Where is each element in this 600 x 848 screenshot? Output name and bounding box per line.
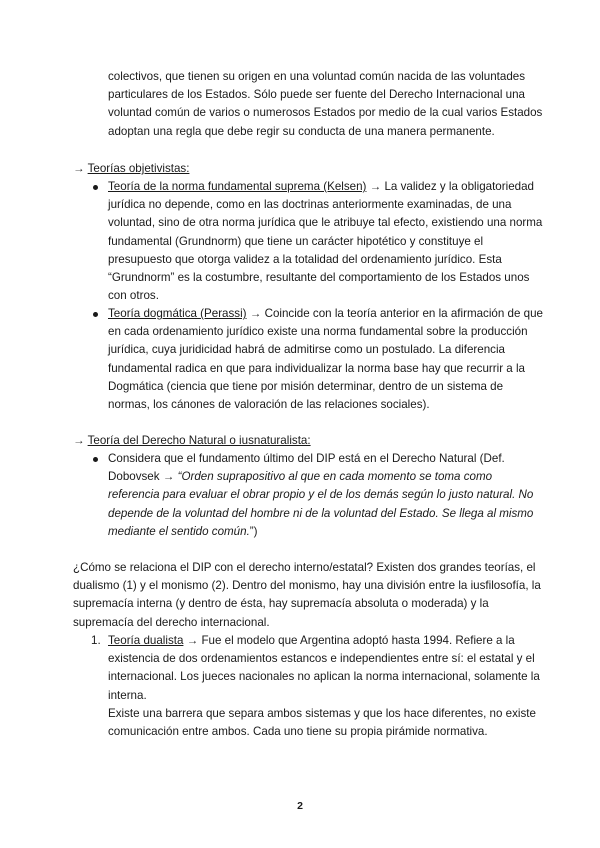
page-number: 2 — [297, 800, 303, 812]
quote-closing: ”) — [249, 524, 258, 538]
question-text: ¿Cómo se relaciona el DIP con el derecho interno/estatal? Existen dos grandes teorías, el dualismo (1) y el monismo (2). Dentro del monismo, hay una división entre la iusfilosofía, la supremacía interna (y dentro de ésta, hay supremacía absoluta o moderada) y la supremacía del derecho internacional. — [73, 561, 541, 629]
dualista-item — [108, 632, 545, 741]
list-number: 1. — [91, 634, 101, 647]
dualista-title: Teoría dualista — [108, 634, 184, 647]
arrow-icon: → — [73, 162, 85, 175]
question-paragraph — [73, 559, 543, 632]
perassi-item — [108, 305, 545, 414]
iusnaturalista-heading: Teoría del Derecho Natural o iusnaturalista: — [87, 434, 311, 447]
dobovsek-quote: “Orden suprapositivo al que en cada momento se toma como referencia para evaluar el obrar propio y el de los demás según lo justo natural. No depende de la voluntad del hombre ni de la voluntad del Estado. Se llega al mismo mediante el sentido común. — [108, 470, 534, 538]
iusnaturalista-heading-line — [73, 432, 543, 450]
perassi-title: Teoría dogmática (Perassi) — [108, 307, 247, 320]
perassi-text: → Coincide con la teoría anterior en la afirmación de que en cada ordenamiento jurídico existe una norma fundamental sobre la producción jurídica, cuya juridicidad habrá de admitirse como un postulado. La diferencia fundamental radica en que para individualizar la norma base hay que recurrir a la Dogmática (ciencia que tiene por misión determinar, dentro de un sistema de normas, los cánones de valoración de las relaciones sociales). — [108, 307, 543, 412]
arrow-icon: → — [73, 434, 85, 447]
bullet-icon — [93, 185, 98, 190]
bullet-icon — [93, 457, 98, 462]
objetivistas-heading: Teorías objetivistas: — [87, 162, 190, 175]
dualista-text-2: Existe una barrera que separa ambos sistemas y que los hace diferentes, no existe comunicación entre ambos. Cada uno tiene su propia pirámide normativa. — [108, 706, 536, 739]
kelsen-text: → La validez y la obligatoriedad jurídica no depende, como en las doctrinas anteriormente examinadas, de una voluntad, sino de otra norma jurídica que le atribuye tal efecto, existiendo una norma fundamental (Grundnorm) que tiene un carácter hipotético y constituye el presupuesto que otorga validez a la totalidad del ordenamiento jurídico. Esta “Grundnorm” es la costumbre, resultante del comportamiento de los Estados unos con otros. — [108, 180, 543, 303]
iusnaturalista-text: Considera que el fundamento último del DIP está en el Derecho Natural (Def. Dobovsek → — [108, 452, 505, 484]
iusnaturalista-item — [108, 450, 545, 541]
objetivistas-heading-line — [73, 160, 543, 178]
kelsen-item — [108, 178, 545, 305]
intro-paragraph — [108, 68, 545, 141]
bullet-icon — [93, 312, 98, 317]
dualista-text: → Fue el modelo que Argentina adoptó hasta 1994. Refiere a la existencia de dos ordenamientos estancos e independientes entre sí: el estatal y el internacional. Los jueces nacionales no aplican la norma internacional, solamente la interna. — [108, 634, 540, 702]
kelsen-title: Teoría de la norma fundamental suprema (Kelsen) — [108, 180, 367, 193]
intro-text: colectivos, que tienen su origen en una voluntad común nacida de las voluntades particulares de los Estados. Sólo puede ser fuente del Derecho Internacional una voluntad común de varios o numerosos Estados por medio de la cual varios Estados adoptan una regla que debe regir su conducta de una manera permanente. — [108, 70, 543, 138]
